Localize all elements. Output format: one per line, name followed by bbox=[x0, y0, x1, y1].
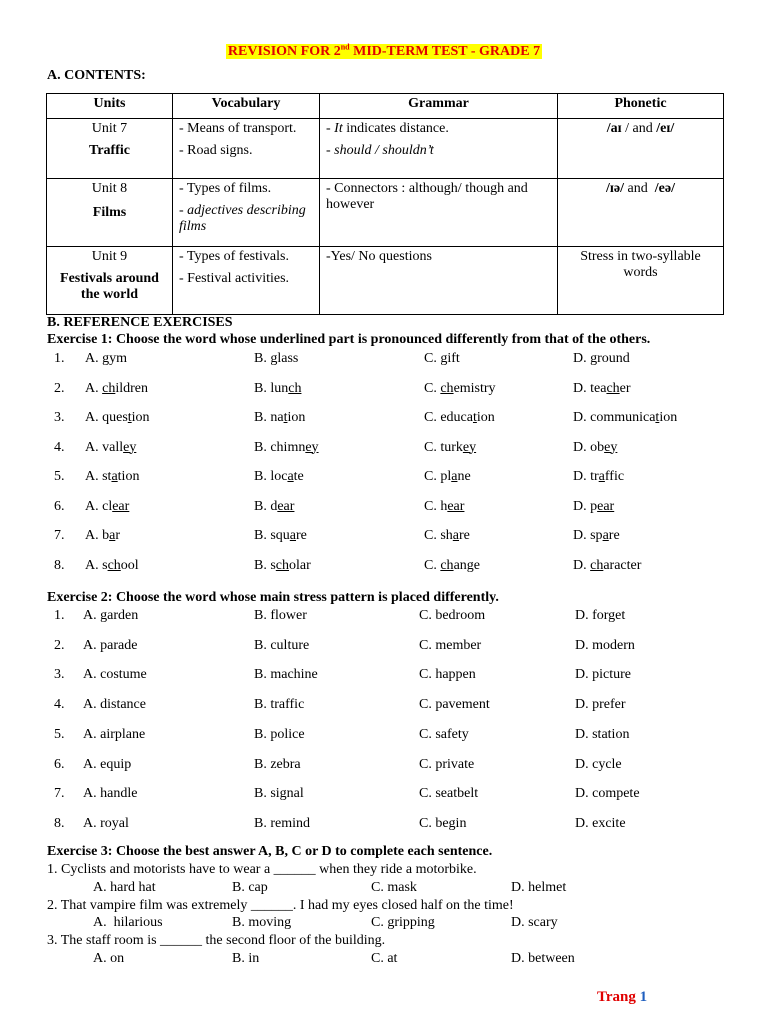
option-text: C. h bbox=[424, 498, 448, 514]
underlined-part: ear bbox=[277, 498, 295, 514]
option-text: emistry bbox=[453, 380, 496, 396]
list-item bbox=[0, 638, 768, 658]
answer-option[interactable]: D. between bbox=[511, 950, 575, 966]
underlined-part: ch bbox=[102, 380, 116, 396]
title-sup: nd bbox=[340, 42, 350, 51]
option-text: D. p bbox=[573, 498, 598, 514]
item-number: 4. bbox=[54, 439, 65, 455]
answer-option[interactable]: B. zebra bbox=[254, 756, 301, 772]
list-item bbox=[0, 757, 768, 777]
answer-option[interactable]: C. begin bbox=[419, 815, 467, 831]
answer-option[interactable]: C. private bbox=[419, 756, 475, 772]
option-text: aracter bbox=[603, 557, 642, 573]
phonetic-symbol: /aɪ bbox=[606, 121, 622, 136]
answer-option[interactable]: C. happen bbox=[419, 667, 476, 683]
answer-option[interactable] bbox=[424, 469, 471, 485]
grammar-line: - Connectors : although/ though and however bbox=[326, 181, 528, 212]
vocab-line: - Festival activities. bbox=[179, 271, 290, 286]
title-post: MID-TERM TEST - GRADE 7 bbox=[349, 43, 541, 59]
underlined-part: a bbox=[289, 528, 297, 543]
answer-option[interactable] bbox=[424, 410, 495, 426]
answer-option[interactable]: C. pavement bbox=[419, 697, 490, 713]
table-row bbox=[47, 119, 724, 179]
underlined-part: t bbox=[472, 410, 477, 425]
phonetic-cell bbox=[558, 247, 724, 315]
option-text: D. tea bbox=[573, 380, 607, 396]
question-text: 1. Cyclists and motorists have to wear a ______ when they ride a motorbike. bbox=[47, 862, 477, 877]
answer-option[interactable]: A. parade bbox=[83, 637, 138, 653]
answer-option[interactable]: A. airplane bbox=[83, 726, 146, 742]
item-number: 5. bbox=[54, 469, 65, 484]
option-text: er bbox=[619, 380, 631, 396]
item-number: 6. bbox=[54, 498, 65, 514]
answer-option[interactable]: D. helmet bbox=[511, 879, 567, 895]
answer-option[interactable]: D. excite bbox=[575, 815, 626, 831]
answer-option[interactable] bbox=[424, 499, 464, 515]
answer-option[interactable]: A. on bbox=[93, 950, 125, 966]
item-number: 6. bbox=[54, 756, 65, 772]
option-text: re bbox=[459, 528, 470, 543]
option-text: B. loc bbox=[254, 469, 288, 484]
answer-option[interactable] bbox=[254, 528, 307, 544]
item-number: 4. bbox=[54, 697, 65, 713]
option-text: ffic bbox=[604, 469, 625, 484]
answer-option[interactable] bbox=[573, 528, 620, 544]
answer-option[interactable] bbox=[573, 558, 641, 574]
vocab-cell bbox=[173, 179, 320, 247]
grammar-cell bbox=[320, 247, 558, 315]
list-item bbox=[0, 558, 768, 578]
list-item bbox=[0, 608, 768, 628]
answer-option[interactable]: C. bedroom bbox=[419, 608, 486, 623]
contents-header-row bbox=[47, 94, 724, 119]
underlined-part: ch bbox=[606, 380, 620, 396]
answer-option[interactable]: B. signal bbox=[254, 786, 304, 802]
header-grammar: Grammar bbox=[320, 94, 558, 119]
option-text: A. st bbox=[85, 469, 112, 484]
item-number: 8. bbox=[54, 815, 65, 831]
option-text: ift bbox=[447, 351, 460, 366]
exercise-3-heading: Exercise 3: Choose the best answer A, B, C or D to complete each sentence. bbox=[47, 844, 493, 859]
option-text: ion bbox=[659, 410, 678, 425]
option-text: C. bbox=[424, 380, 441, 396]
vocab-cell bbox=[173, 247, 320, 315]
underlined-part: g bbox=[102, 351, 110, 366]
list-item bbox=[0, 499, 768, 519]
answer-option[interactable] bbox=[424, 528, 470, 544]
table-row bbox=[47, 179, 724, 247]
answer-option[interactable]: D. station bbox=[575, 726, 630, 742]
option-text: D. bbox=[573, 557, 591, 573]
list-item bbox=[0, 816, 768, 836]
answer-option[interactable] bbox=[254, 499, 294, 515]
item-number: 2. bbox=[54, 380, 65, 396]
answer-option[interactable]: D. modern bbox=[575, 637, 635, 653]
answer-option[interactable]: A. hilarious bbox=[93, 915, 163, 930]
unit-name: Festivals around the world bbox=[60, 271, 159, 302]
underlined-part: ey bbox=[604, 439, 618, 455]
option-text: ion bbox=[476, 410, 495, 425]
grammar-cell bbox=[320, 119, 558, 179]
underlined-part: a bbox=[111, 469, 118, 484]
answer-option[interactable]: B. flower bbox=[254, 608, 307, 623]
list-item bbox=[0, 469, 768, 489]
answer-option[interactable]: D. forget bbox=[575, 608, 626, 623]
unit-cell bbox=[47, 247, 173, 315]
answer-option[interactable]: A. distance bbox=[83, 697, 146, 713]
phonetic-and: / and bbox=[621, 121, 657, 136]
option-text: ym bbox=[109, 351, 128, 366]
answer-option[interactable] bbox=[573, 351, 630, 367]
answer-option[interactable]: D. prefer bbox=[575, 697, 626, 713]
option-text: B. squ bbox=[254, 528, 290, 543]
option-text: C. educa bbox=[424, 410, 473, 425]
underlined-part: a bbox=[452, 528, 460, 543]
vocab-line: - Road signs. bbox=[179, 143, 253, 158]
option-text: B. s bbox=[254, 557, 276, 573]
item-number: 1. bbox=[54, 608, 65, 623]
option-text: A. ques bbox=[85, 410, 128, 425]
header-units: Units bbox=[47, 94, 173, 119]
answer-option[interactable] bbox=[424, 381, 496, 397]
section-a-heading: A. CONTENTS: bbox=[47, 68, 146, 83]
option-text: re bbox=[608, 528, 620, 543]
answer-option[interactable]: D. cycle bbox=[575, 756, 622, 772]
item-number: 7. bbox=[54, 528, 65, 543]
list-item bbox=[0, 351, 768, 371]
option-text: round bbox=[597, 351, 630, 366]
list-item bbox=[0, 727, 768, 747]
answer-option[interactable]: A. royal bbox=[83, 815, 129, 831]
answer-option[interactable]: B. culture bbox=[254, 637, 310, 653]
option-text: ion bbox=[287, 410, 306, 425]
answer-option[interactable] bbox=[573, 440, 617, 456]
answer-option[interactable] bbox=[424, 558, 480, 574]
answer-option[interactable]: D. scary bbox=[511, 915, 558, 930]
footer-word: Trang bbox=[597, 989, 640, 1005]
answer-option[interactable] bbox=[573, 469, 624, 485]
item-number: 3. bbox=[54, 410, 65, 425]
option-text: ion bbox=[131, 410, 150, 425]
answer-option[interactable]: C. at bbox=[371, 950, 398, 966]
underlined-part: ey bbox=[305, 439, 319, 455]
underlined-part: g bbox=[440, 351, 448, 366]
answer-option[interactable] bbox=[254, 558, 311, 574]
list-item bbox=[0, 697, 768, 717]
list-item bbox=[0, 667, 768, 687]
underlined-part: ey bbox=[462, 439, 477, 455]
underlined-part: g bbox=[590, 351, 598, 366]
title-wrap bbox=[0, 42, 768, 60]
answer-option[interactable] bbox=[573, 410, 677, 426]
underlined-part: t bbox=[283, 410, 288, 425]
underlined-part: a bbox=[602, 528, 609, 543]
option-text: B. na bbox=[254, 410, 284, 425]
vocab-cell bbox=[173, 119, 320, 179]
answer-option[interactable] bbox=[424, 351, 460, 367]
option-text: C. pl bbox=[424, 469, 452, 484]
underlined-part: ear bbox=[597, 498, 615, 514]
answer-option[interactable]: B. traffic bbox=[254, 697, 305, 713]
option-text: A. bbox=[85, 380, 103, 396]
underlined-part: a bbox=[451, 469, 458, 484]
item-number: 8. bbox=[54, 557, 65, 573]
option-text: re bbox=[296, 528, 307, 543]
underlined-part: ear bbox=[112, 498, 130, 514]
option-text: D. sp bbox=[573, 528, 603, 543]
grammar-line: - should / shouldn’t bbox=[326, 143, 434, 158]
vocab-line: - Types of festivals. bbox=[179, 249, 289, 264]
unit-name: Films bbox=[92, 205, 127, 220]
answer-option[interactable]: A. garden bbox=[83, 608, 139, 623]
option-text: C. bbox=[424, 351, 441, 366]
grammar-italic: It bbox=[334, 121, 343, 136]
item-number: 1. bbox=[54, 351, 65, 366]
option-text: C. turk bbox=[424, 439, 463, 455]
page-number: 1 bbox=[639, 989, 648, 1005]
title-pre: REVISION FOR 2 bbox=[227, 43, 341, 59]
underlined-part: ch bbox=[440, 557, 454, 573]
grammar-text: indicates distance. bbox=[342, 121, 449, 136]
answer-option[interactable] bbox=[85, 528, 120, 544]
unit-number: Unit 9 bbox=[91, 249, 128, 264]
answer-option[interactable]: B. in bbox=[232, 950, 260, 966]
phonetic-symbol: /ɪə/ bbox=[606, 181, 625, 196]
underlined-part: ch bbox=[275, 557, 290, 573]
phonetic-text: Stress in two-syllable words bbox=[580, 249, 701, 280]
option-text: A. s bbox=[85, 557, 108, 573]
option-text: A. cl bbox=[85, 498, 113, 514]
unit-number: Unit 7 bbox=[91, 121, 128, 136]
option-text: C. sh bbox=[424, 528, 453, 543]
answer-option[interactable]: C. mask bbox=[371, 879, 417, 895]
answer-option[interactable] bbox=[254, 410, 305, 426]
option-text: olar bbox=[289, 557, 311, 573]
answer-option[interactable]: C. seatbelt bbox=[419, 786, 479, 802]
answer-option[interactable]: A. handle bbox=[83, 786, 138, 802]
exercise-2-heading: Exercise 2: Choose the word whose main stress pattern is placed differently. bbox=[47, 590, 499, 605]
unit-cell bbox=[47, 179, 173, 247]
answer-option[interactable] bbox=[573, 499, 614, 515]
header-phonetic: Phonetic bbox=[558, 94, 724, 119]
phonetic-cell bbox=[558, 119, 724, 179]
grammar-line: -Yes/ No questions bbox=[326, 249, 432, 264]
underlined-part: ch bbox=[288, 380, 302, 396]
option-text: ool bbox=[120, 557, 139, 573]
option-text: A. vall bbox=[85, 439, 124, 455]
header-vocabulary: Vocabulary bbox=[173, 94, 320, 119]
option-text: lass bbox=[277, 351, 299, 366]
underlined-part: a bbox=[598, 469, 605, 484]
answer-option[interactable] bbox=[85, 410, 150, 426]
answer-option[interactable]: D. compete bbox=[575, 786, 640, 802]
list-item bbox=[0, 528, 768, 548]
list-item bbox=[0, 786, 768, 806]
answer-option[interactable]: B. remind bbox=[254, 815, 310, 831]
answer-option[interactable] bbox=[85, 381, 148, 397]
option-text: ne bbox=[457, 469, 471, 484]
option-text: ange bbox=[453, 557, 480, 573]
underlined-part: ch bbox=[107, 557, 121, 573]
phonetic-and: and bbox=[624, 181, 655, 196]
option-text: B. bbox=[254, 351, 271, 366]
vocab-line: - adjectives describing films bbox=[179, 203, 306, 234]
table-row bbox=[47, 247, 724, 315]
option-text: A. bbox=[85, 351, 103, 366]
phonetic-symbol: /eə/ bbox=[654, 181, 675, 196]
underlined-part: ear bbox=[447, 498, 465, 514]
option-text: ildren bbox=[115, 380, 148, 396]
phonetic-cell bbox=[558, 179, 724, 247]
vocab-line: - Types of films. bbox=[179, 181, 272, 196]
answer-option[interactable] bbox=[85, 351, 127, 367]
answer-option[interactable]: D. picture bbox=[575, 667, 631, 683]
answer-option[interactable]: B. police bbox=[254, 726, 305, 742]
option-text: B. d bbox=[254, 498, 278, 514]
answer-option[interactable] bbox=[254, 351, 298, 367]
answer-option[interactable] bbox=[85, 499, 129, 515]
list-item bbox=[0, 410, 768, 430]
vocab-line: - Means of transport. bbox=[179, 121, 297, 136]
underlined-part: t bbox=[655, 410, 660, 425]
question-text: 3. The staff room is ______ the second floor of the building. bbox=[47, 933, 386, 948]
option-text: tion bbox=[117, 469, 140, 484]
section-b-heading: B. REFERENCE EXERCISES bbox=[47, 315, 233, 330]
list-item bbox=[0, 381, 768, 401]
answer-option[interactable] bbox=[573, 381, 631, 397]
answer-option[interactable]: C. member bbox=[419, 637, 482, 653]
item-number: 3. bbox=[54, 667, 65, 683]
phonetic-symbol: /eɪ/ bbox=[656, 121, 675, 136]
answer-option[interactable]: C. safety bbox=[419, 726, 469, 742]
answer-option[interactable] bbox=[254, 440, 319, 456]
underlined-part: g bbox=[270, 351, 278, 366]
option-text: r bbox=[115, 528, 121, 543]
exercise-1-heading: Exercise 1: Choose the word whose underlined part is pronounced differently from that of the others. bbox=[47, 332, 651, 347]
answer-option[interactable]: A. equip bbox=[83, 756, 132, 772]
page-title bbox=[226, 44, 542, 59]
underlined-part: ey bbox=[123, 439, 137, 455]
item-number: 7. bbox=[54, 786, 65, 802]
list-item bbox=[0, 440, 768, 460]
option-text: B. chimn bbox=[254, 439, 306, 455]
answer-option[interactable]: C. gripping bbox=[371, 915, 435, 930]
option-text: D. tr bbox=[573, 469, 599, 484]
option-text: C. bbox=[424, 557, 441, 573]
question-text: 2. That vampire film was extremely ______. I had my eyes closed half on the time! bbox=[47, 897, 514, 913]
option-text: A. b bbox=[85, 528, 110, 543]
answer-option[interactable] bbox=[254, 381, 301, 397]
answer-option[interactable] bbox=[85, 440, 136, 456]
unit-number: Unit 8 bbox=[91, 181, 128, 196]
answer-option[interactable] bbox=[85, 558, 139, 574]
unit-name: Traffic bbox=[89, 143, 130, 158]
underlined-part: a bbox=[287, 469, 294, 484]
answer-option[interactable]: A. costume bbox=[83, 667, 147, 683]
answer-option[interactable]: B. cap bbox=[232, 879, 268, 895]
underlined-part: ch bbox=[440, 380, 454, 396]
unit-cell bbox=[47, 119, 173, 179]
option-text: B. lun bbox=[254, 380, 289, 396]
answer-option[interactable]: A. hard hat bbox=[93, 879, 156, 895]
grammar-cell bbox=[320, 179, 558, 247]
item-number: 5. bbox=[54, 726, 65, 742]
option-text: D. bbox=[573, 351, 591, 366]
page-footer bbox=[597, 989, 647, 1006]
answer-option[interactable] bbox=[254, 469, 304, 485]
answer-option[interactable]: B. moving bbox=[232, 915, 292, 930]
underlined-part: t bbox=[127, 410, 132, 425]
grammar-prefix: - bbox=[326, 121, 335, 136]
option-text: D. ob bbox=[573, 439, 605, 455]
option-text: D. communica bbox=[573, 410, 656, 425]
underlined-part: ch bbox=[590, 557, 604, 573]
answer-option[interactable] bbox=[424, 440, 476, 456]
answer-option[interactable]: B. machine bbox=[254, 667, 318, 683]
item-number: 2. bbox=[54, 637, 65, 653]
contents-table bbox=[46, 93, 724, 315]
underlined-part: a bbox=[109, 528, 116, 543]
answer-option[interactable] bbox=[85, 469, 139, 485]
option-text: te bbox=[293, 469, 304, 484]
